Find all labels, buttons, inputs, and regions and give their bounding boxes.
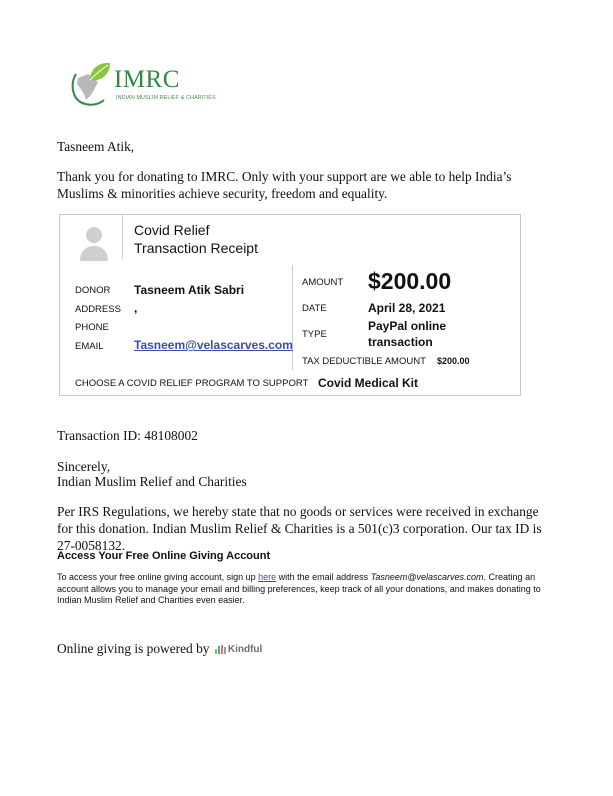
closing-organization: Indian Muslim Relief and Charities [57, 474, 247, 489]
access-heading: Access Your Free Online Giving Account [57, 550, 271, 562]
avatar-placeholder-icon [76, 223, 112, 263]
donor-label: DONOR [75, 285, 111, 296]
kindful-bars-icon [215, 645, 226, 654]
powered-by [57, 640, 262, 658]
type-label: TYPE [302, 329, 327, 340]
receipt-title-line2: Transaction Receipt [134, 240, 258, 256]
date-label: DATE [302, 303, 327, 314]
column-divider [292, 265, 293, 370]
powered-by-text: Online giving is powered by [57, 641, 210, 656]
date-value: April 28, 2021 [368, 301, 446, 315]
email-link[interactable]: Tasneem@velascarves.com [134, 338, 293, 352]
access-paragraph [57, 572, 557, 607]
tax-deductible-value: $200.00 [437, 356, 470, 366]
access-text-middle: with the email address [276, 572, 371, 582]
access-text-after: . Creating an account allows you to manage your email and billing preferences, keep track of all your donations, and makes donating to Indian Muslim Relief and Charities even easier. [57, 572, 541, 605]
program-value: Covid Medical Kit [318, 376, 419, 390]
program-label: CHOOSE A COVID RELIEF PROGRAM TO SUPPORT [75, 378, 309, 389]
address-label: ADDRESS [75, 304, 121, 315]
india-map-leaf-icon [68, 60, 114, 108]
logo-tagline: INDIAN MUSLIM RELIEF & CHARITIES [116, 95, 216, 101]
greeting: Tasneem Atik, [57, 139, 135, 154]
receipt-title-line1: Covid Relief [134, 222, 210, 238]
type-value-line2: transaction [368, 335, 433, 349]
imrc-logo [68, 60, 216, 108]
email-label: EMAIL [75, 341, 104, 352]
type-value-line1: PayPal online [368, 319, 447, 333]
address-value: , [134, 301, 138, 315]
header-divider [122, 215, 123, 259]
receipt-title [134, 221, 258, 257]
tax-deductible-label: TAX DEDUCTIBLE AMOUNT [302, 356, 426, 367]
kindful-brand: Kindful [227, 644, 263, 656]
access-text-before: To access your free online giving account, sign up [57, 572, 259, 582]
amount-label: AMOUNT [302, 277, 344, 288]
intro-paragraph: Thank you for donating to IMRC. Only with your support are we able to help India’s Muslims & minorities achieve security, freedom and equality. [57, 169, 512, 201]
closing-salutation: Sincerely, [57, 459, 111, 474]
donor-value: Tasneem Atik Sabri [134, 283, 245, 297]
transaction-id: Transaction ID: 48108002 [57, 428, 198, 443]
signup-here-link[interactable]: here [258, 572, 277, 582]
phone-label: PHONE [75, 322, 109, 333]
irs-statement: Per IRS Regulations, we hereby state that no goods or services were received in exchange for this donation. Indian Muslim Relief & Charities is a 501(c)3 corporation. Our tax ID is 27-0058132. [57, 504, 542, 553]
transaction-receipt [59, 214, 521, 396]
logo-name: IMRC [114, 66, 180, 93]
kindful-logo [215, 641, 262, 658]
access-email: Tasneem@velascarves.com [370, 572, 484, 582]
amount-value: $200.00 [368, 268, 452, 294]
